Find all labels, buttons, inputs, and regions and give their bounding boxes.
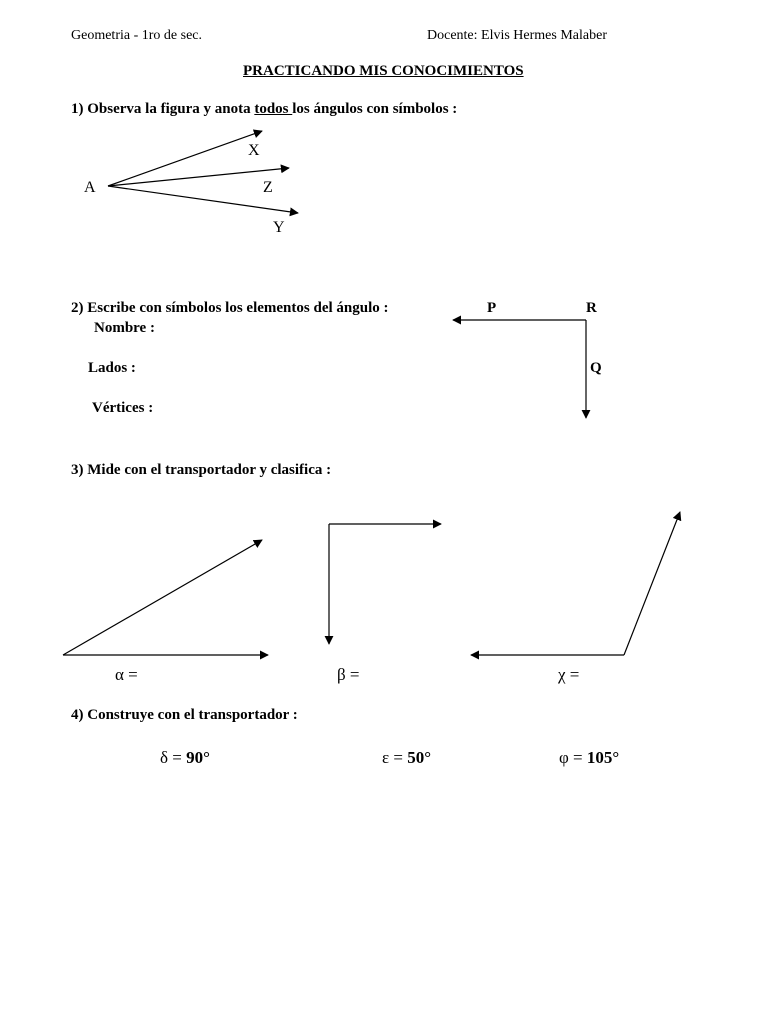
figure-q2-angle [453, 320, 586, 418]
question-1-suffix: los ángulos con símbolos : [292, 101, 458, 117]
epsilon-value: 50° [407, 748, 432, 767]
point-label-p: P [487, 300, 497, 316]
alpha-ray-upper [63, 540, 262, 655]
epsilon-symbol: ε = [382, 748, 403, 767]
question-2-lados: Lados : [88, 360, 136, 376]
point-label-z: Z [263, 179, 273, 196]
course-label: Geometria - 1ro de sec. [71, 28, 202, 43]
beta-label: β = [337, 665, 360, 684]
question-3-suffix: : [322, 462, 332, 478]
figure-beta-angle [329, 524, 441, 644]
chi-label: χ = [558, 665, 580, 684]
question-3-bold: clasifica [270, 462, 323, 478]
phi-symbol: φ = [559, 748, 583, 767]
page-title: PRACTICANDO MIS CONOCIMIENTOS [243, 63, 524, 79]
point-label-r: R [586, 300, 597, 316]
chi-ray-up [624, 512, 680, 655]
ray-ay [108, 186, 298, 213]
phi-value: 105° [586, 748, 620, 767]
point-label-q: Q [590, 360, 602, 376]
teacher-label: Docente: Elvis Hermes Malaber [427, 28, 607, 43]
question-2-prompt: 2) Escribe con símbolos los elementos del ángulo : [71, 300, 389, 316]
question-1-prefix: 1) Observa la figura y anota [71, 101, 255, 117]
delta-value: 90° [186, 748, 210, 767]
question-3-prefix: 3) Mide con el transportador y [71, 462, 271, 478]
point-label-a: A [84, 179, 96, 196]
alpha-label: α = [115, 665, 138, 684]
ray-az [108, 168, 289, 186]
question-2-vertices: Vértices : [92, 400, 154, 416]
question-2-nombre: Nombre : [94, 320, 155, 336]
point-label-x: X [248, 142, 260, 159]
delta-symbol: δ = [160, 748, 182, 767]
point-label-y: Y [273, 219, 285, 236]
figure-q1-rays [108, 131, 298, 213]
question-1-emphasis: todos [254, 101, 293, 117]
figure-chi-angle [471, 512, 680, 655]
figure-alpha-angle [63, 540, 268, 655]
question-4-prompt: 4) Construye con el transportador : [71, 707, 298, 723]
